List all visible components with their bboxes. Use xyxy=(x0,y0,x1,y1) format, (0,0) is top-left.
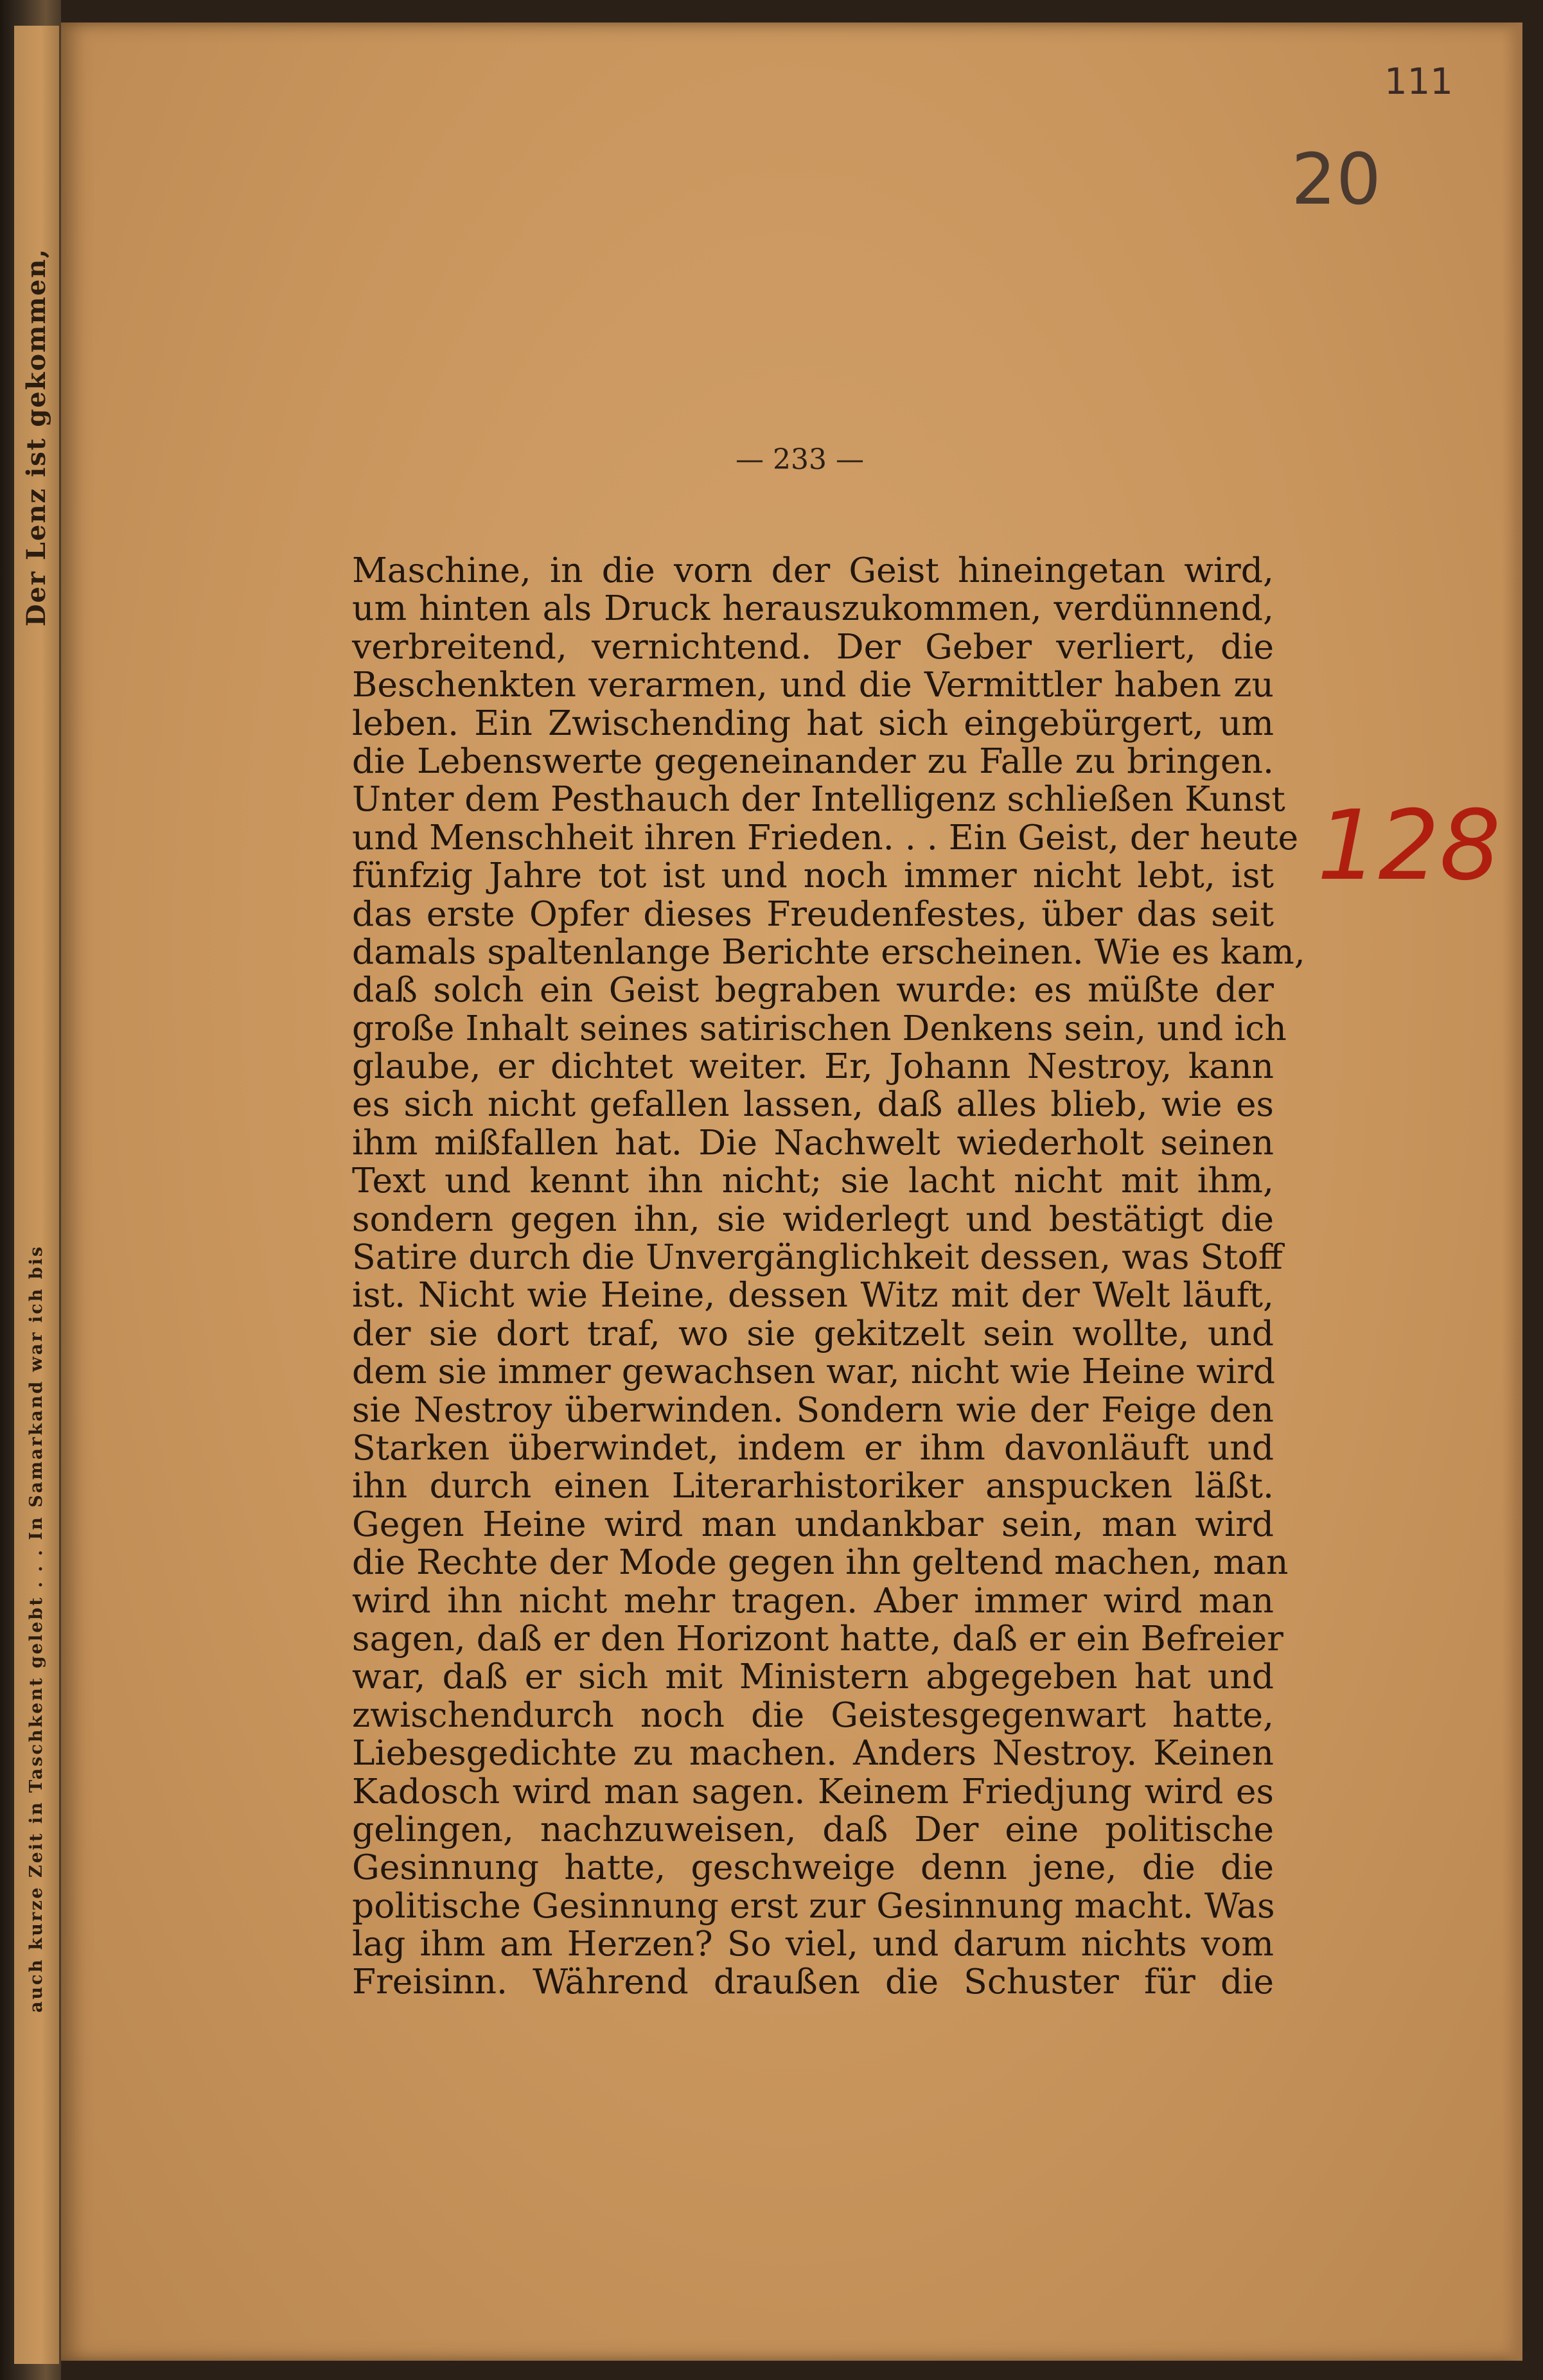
text-line: ihn durch einen Literarhistoriker anspucken läßt. xyxy=(352,1465,1274,1506)
text-line: daß solch ein Geist begraben wurde: es müßte der xyxy=(352,969,1274,1010)
text-line: Beschenkten verarmen, und die Vermittler haben zu xyxy=(352,664,1274,705)
page-number: — 233 — xyxy=(736,443,864,476)
pencil-annotation-number: 20 xyxy=(1291,138,1381,220)
text-line: sagen, daß er den Horizont hatte, daß er ein Befreier xyxy=(352,1618,1283,1659)
text-line: Maschine, in die vorn der Geist hineingetan wird, xyxy=(352,550,1274,590)
text-line: wird ihn nicht mehr tragen. Aber immer wird man xyxy=(352,1580,1274,1621)
text-line: politische Gesinnung erst zur Gesinnung macht. Was xyxy=(352,1885,1275,1926)
text-line: ist. Nicht wie Heine, dessen Witz mit der Welt läuft, xyxy=(352,1274,1274,1316)
adjacent-page-text-bottom: auch kurze Zeit in Taschkent gelebt . . . In Samarkand war ich bis xyxy=(26,1244,47,2013)
text-line: dem sie immer gewachsen war, nicht wie Heine wird xyxy=(352,1351,1276,1392)
text-line: Unter dem Pesthauch der Intelligenz schließen Kunst xyxy=(352,779,1285,820)
text-line: die Rechte der Mode gegen ihn geltend machen, man xyxy=(352,1542,1289,1583)
text-line: Satire durch die Unvergänglichkeit dessen, was Stoff xyxy=(352,1237,1283,1278)
text-line: zwischendurch noch die Geistesgegenwart hatte, xyxy=(352,1694,1274,1735)
text-line: große Inhalt seines satirischen Denkens sein, und ich xyxy=(352,1007,1287,1048)
text-line: verbreitend, vernichtend. Der Geber verliert, die xyxy=(352,626,1274,667)
text-line: Freisinn. Während draußen die Schuster für die xyxy=(352,1961,1274,2002)
adjacent-page-text-top: Der Lenz ist gekommen, xyxy=(21,247,52,626)
text-line: Liebesgedichte zu machen. Anders Nestroy. Keinen xyxy=(352,1732,1274,1774)
text-line: glaube, er dichtet weiter. Er, Johann Nestroy, kann xyxy=(352,1046,1274,1087)
text-line: damals spaltenlange Berichte erscheinen. Wie es kam, xyxy=(352,931,1305,972)
text-line: Starken überwindet, indem er ihm davonläuft und xyxy=(352,1427,1274,1468)
text-line: sie Nestroy überwinden. Sondern wie der Feige den xyxy=(352,1389,1274,1430)
text-line: leben. Ein Zwischending hat sich eingebürgert, um xyxy=(352,702,1274,743)
text-line: fünfzig Jahre tot ist und noch immer nicht lebt, ist xyxy=(352,855,1274,896)
text-line: lag ihm am Herzen? So viel, und darum nichts vom xyxy=(352,1923,1274,1964)
body-text xyxy=(352,550,1305,2002)
text-line: war, daß er sich mit Ministern abgegeben hat und xyxy=(352,1656,1274,1697)
text-line: das erste Opfer dieses Freudenfestes, über das seit xyxy=(352,893,1274,934)
handwritten-folio-number: 111 xyxy=(1384,61,1453,103)
text-line: sondern gegen ihn, sie widerlegt und bestätigt die xyxy=(352,1198,1274,1239)
text-line: der sie dort traf, wo sie gekitzelt sein wollte, und xyxy=(352,1312,1274,1353)
text-line: gelingen, nachzuweisen, daß Der eine politische xyxy=(352,1808,1274,1849)
text-line: um hinten als Druck herauszukommen, verdünnend, xyxy=(352,588,1274,629)
text-line: und Menschheit ihren Frieden. . . Ein Geist, der heute xyxy=(352,816,1299,858)
page-edge xyxy=(1502,22,1522,2361)
text-line: Gesinnung hatte, geschweige denn jene, die die xyxy=(352,1847,1274,1888)
text-line: ihm mißfallen hat. Die Nachwelt wiederholt seinen xyxy=(352,1122,1274,1163)
text-line: Text und kennt ihn nicht; sie lacht nicht mit ihm, xyxy=(352,1160,1274,1201)
text-line: Gegen Heine wird man undankbar sein, man wird xyxy=(352,1503,1274,1544)
text-line: es sich nicht gefallen lassen, daß alles blieb, wie es xyxy=(352,1084,1274,1125)
text-line: Kadosch wird man sagen. Keinem Friedjung wird es xyxy=(352,1770,1274,1811)
red-annotation-number: 128 xyxy=(1317,790,1501,902)
text-line: die Lebenswerte gegeneinander zu Falle zu bringen. xyxy=(352,740,1274,781)
